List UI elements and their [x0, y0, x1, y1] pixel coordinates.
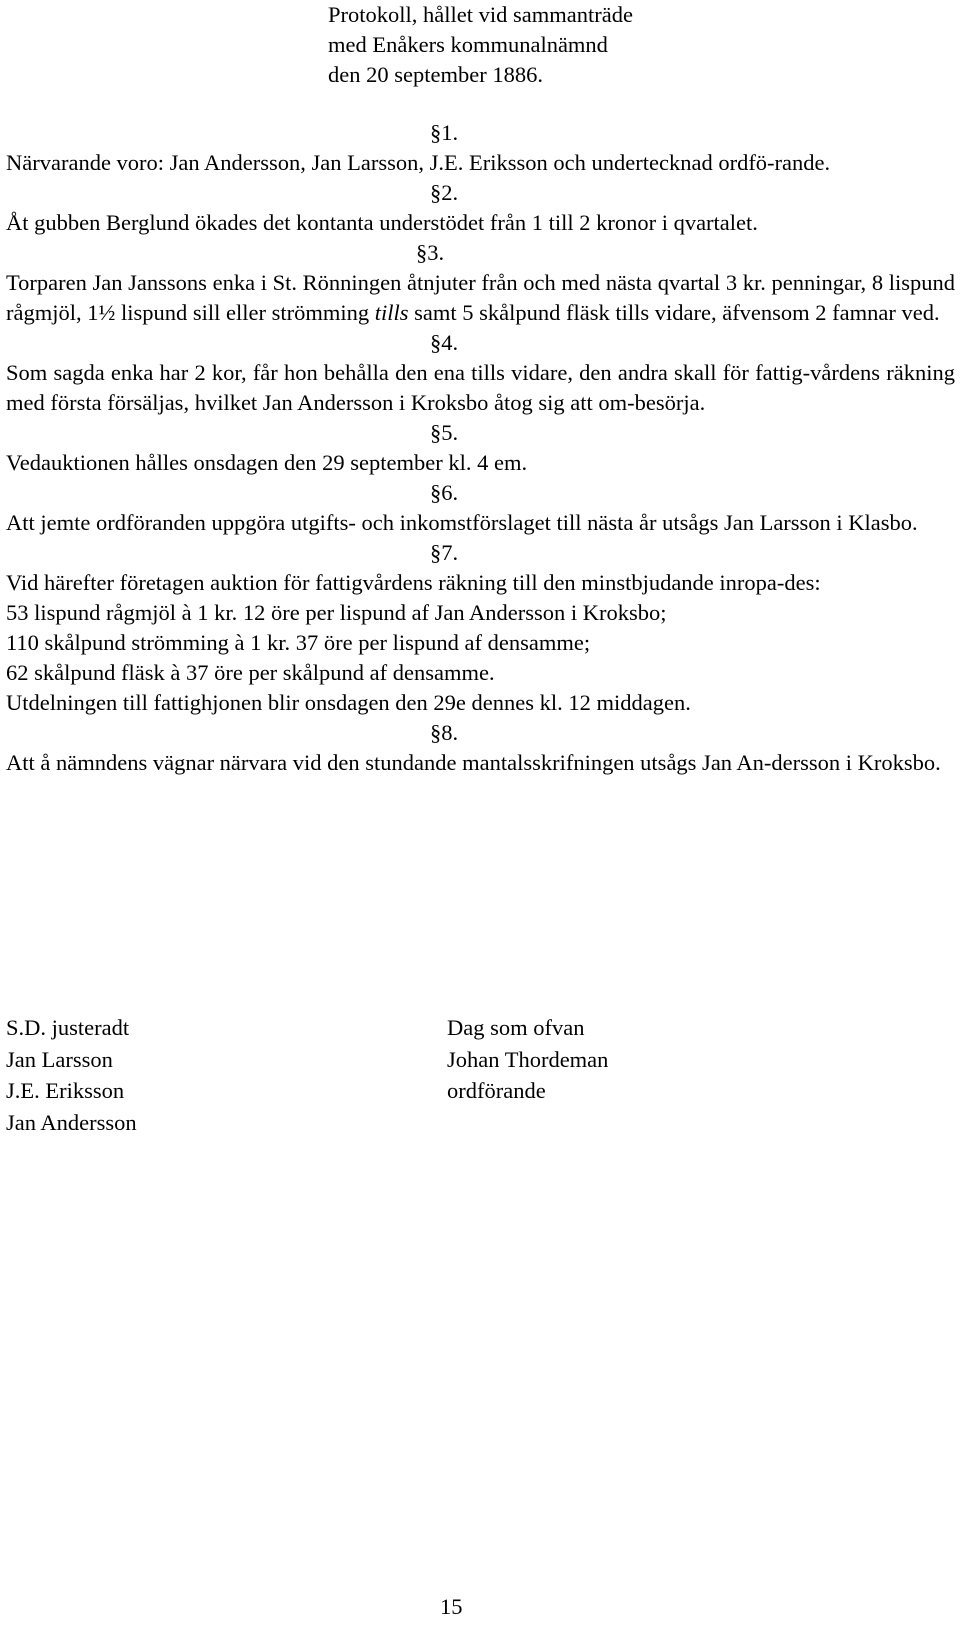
section-7-text: Vid härefter företagen auktion för fattigvårdens räkning till den minstbjudande inropa-des:	[6, 570, 821, 595]
section-4-text: Som sagda enka har 2 kor, får hon behålla den ena tills vidare, den andra skall för fattig-vårdens räkning med första försäljas, hvilket Jan Andersson i Kroksbo åtog sig att om-besörja.	[6, 360, 955, 415]
protocol-body	[6, 118, 955, 778]
auction-line-4: Utdelningen till fattighjonen blir onsdagen den 29e dennes kl. 12 middagen.	[6, 690, 691, 715]
section-mark-8: §8.	[430, 720, 459, 745]
section-8-text: Att å nämndens vägnar närvara vid den stundande mantalsskrifningen utsågs Jan An-dersson i Kroksbo.	[6, 750, 941, 775]
signature-left-1: S.D. justeradt	[6, 1015, 130, 1040]
section-mark-3: §3.	[416, 240, 445, 265]
auction-line-3: 62 skålpund fläsk à 37 öre per skålpund af densamme.	[6, 660, 495, 685]
section-mark-2: §2.	[430, 180, 459, 205]
section-5-text: Vedauktionen hålles onsdagen den 29 september kl. 4 em.	[6, 450, 528, 475]
section-mark-7: §7.	[430, 540, 459, 565]
section-2-text: Åt gubben Berglund ökades det kontanta understödet från 1 till 2 kronor i qvartalet.	[6, 210, 758, 235]
page-number: 15	[440, 1594, 463, 1619]
section-6-text: Att jemte ordföranden uppgöra utgifts- och inkomstförslaget till nästa år utsågs Jan Larsson i Klasbo.	[6, 510, 918, 535]
signature-left-3: J.E. Eriksson	[6, 1078, 125, 1103]
header-line-1: Protokoll, hållet vid sammanträde	[328, 2, 633, 27]
section-mark-6: §6.	[430, 480, 459, 505]
signature-left-2: Jan Larsson	[6, 1046, 113, 1072]
signature-right-1: Dag som ofvan	[447, 1015, 585, 1040]
section-mark-1: §1.	[430, 120, 459, 145]
section-3-text-before: Torparen Jan Janssons enka i St. Rönningen åtnjuter från och med nästa qvartal 3 kr. penningar, 8 lispund rågmjöl, 1½ lispund sill eller strömming	[6, 270, 955, 325]
signature-left-column	[6, 1012, 137, 1138]
signature-right-2: Johan Thordeman	[447, 1046, 609, 1072]
auction-line-2: 110 skålpund strömming à 1 kr. 37 öre per lispund af densamme;	[6, 630, 591, 655]
section-text-3	[6, 268, 955, 328]
protocol-header	[328, 0, 633, 90]
section-mark-4: §4.	[430, 330, 459, 355]
auction-line-1: 53 lispund rågmjöl à 1 kr. 12 öre per lispund af Jan Andersson i Kroksbo;	[6, 600, 667, 625]
signature-right-column	[447, 1012, 608, 1107]
section-1-text: Närvarande voro: Jan Andersson, Jan Larsson, J.E. Eriksson och undertecknad ordfö-rande.	[6, 150, 831, 175]
section-3-italic: tills	[374, 300, 409, 325]
section-text-1	[6, 148, 955, 178]
signature-left-4: Jan Andersson	[6, 1109, 137, 1135]
signature-right-3: ordförande	[447, 1078, 546, 1103]
section-3-text-after: samt 5 skålpund fläsk tills vidare, äfvensom 2 famnar ved.	[408, 300, 940, 325]
header-line-3: den 20 september 1886.	[328, 62, 543, 87]
header-line-2: med Enåkers kommunalnämnd	[328, 32, 608, 57]
section-mark-5: §5.	[430, 420, 459, 445]
